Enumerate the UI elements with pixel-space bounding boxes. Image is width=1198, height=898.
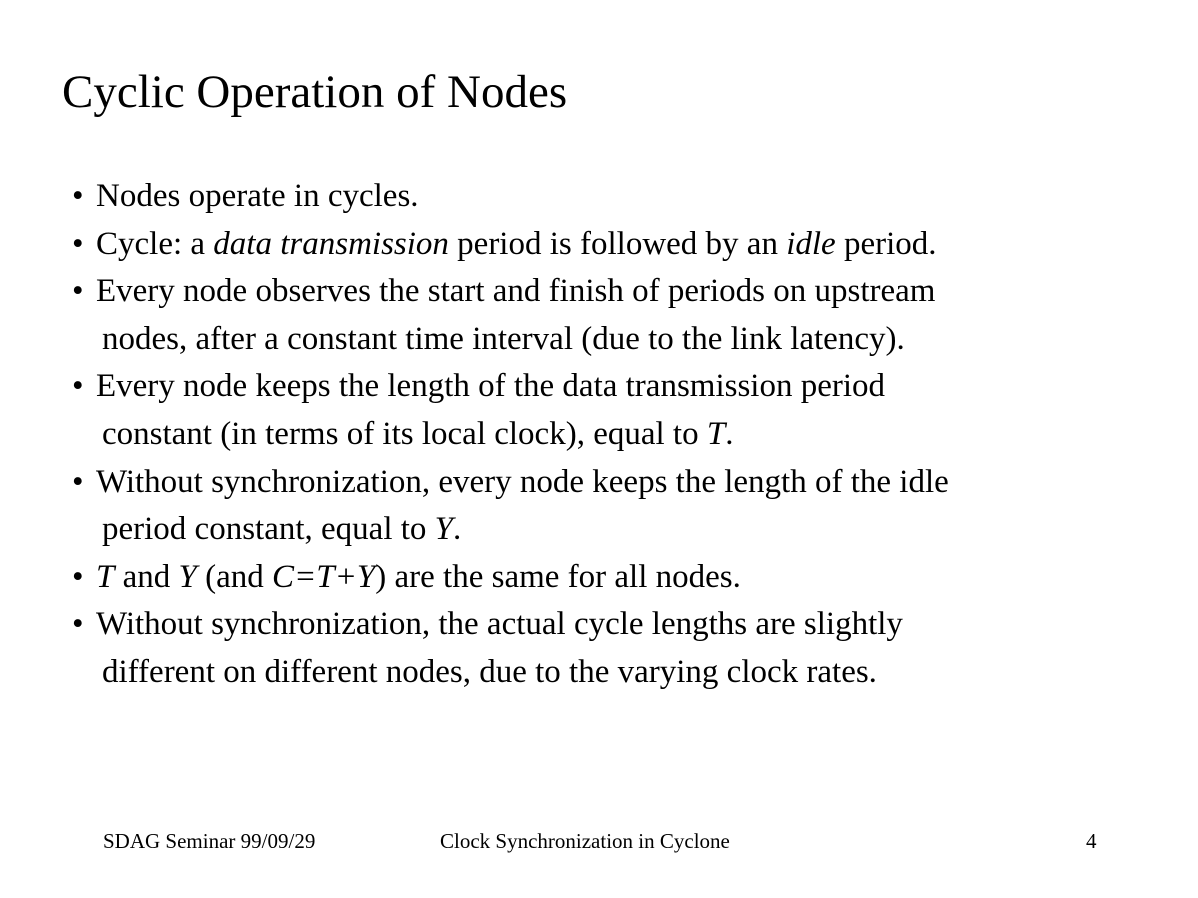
bullet-continuation: nodes, after a constant time interval (due to the link latency). bbox=[102, 320, 905, 357]
bullet-marker: • bbox=[72, 178, 84, 214]
bullet-item bbox=[72, 173, 1182, 221]
bullet-text: Nodes operate in cycles. bbox=[96, 178, 419, 214]
bullet-text: period constant, equal to bbox=[102, 511, 435, 548]
bullet-marker: • bbox=[72, 606, 84, 643]
bullet-marker: • bbox=[72, 368, 84, 405]
bullet-item bbox=[72, 268, 1182, 363]
emphasis-text: idle bbox=[786, 225, 836, 262]
bullet-list bbox=[72, 173, 1182, 697]
bullet-text: period is followed by an bbox=[448, 225, 787, 262]
bullet-text: Without synchronization, every node keeps the length of the idle bbox=[96, 463, 949, 500]
bullet-text: (and bbox=[196, 558, 273, 595]
bullet-text: Cycle: a bbox=[96, 225, 214, 262]
bullet-marker: • bbox=[72, 558, 84, 595]
bullet-marker: • bbox=[72, 273, 84, 310]
bullet-text: and bbox=[114, 558, 179, 595]
variable-text: T bbox=[96, 558, 115, 595]
bullet-text: Without synchronization, the actual cycle lengths are slightly bbox=[96, 606, 903, 643]
footer-left-text: SDAG Seminar 99/09/29 bbox=[103, 829, 316, 853]
variable-text: C=T+Y bbox=[272, 558, 376, 595]
bullet-continuation bbox=[102, 411, 1182, 459]
emphasis-text: data transmission bbox=[213, 225, 449, 262]
variable-text: Y bbox=[434, 511, 454, 548]
footer-center-text: Clock Synchronization in Cyclone bbox=[440, 829, 730, 853]
bullet-item bbox=[72, 554, 1182, 602]
bullet-item bbox=[72, 221, 1182, 269]
page-number: 4 bbox=[1086, 829, 1097, 853]
bullet-item bbox=[72, 363, 1182, 458]
bullet-text: period. bbox=[835, 225, 937, 262]
bullet-marker: • bbox=[72, 463, 84, 500]
bullet-continuation: different on different nodes, due to the varying clock rates. bbox=[102, 653, 877, 690]
bullet-text: . bbox=[725, 415, 734, 452]
variable-text: Y bbox=[178, 558, 197, 595]
bullet-text: constant (in terms of its local clock), equal to bbox=[102, 415, 707, 452]
bullet-item bbox=[72, 601, 1182, 696]
variable-text: T bbox=[706, 415, 726, 452]
bullet-text: . bbox=[453, 511, 462, 548]
slide-title: Cyclic Operation of Nodes bbox=[62, 66, 568, 118]
bullet-text: ) are the same for all nodes. bbox=[375, 558, 741, 595]
bullet-text: Every node keeps the length of the data transmission period bbox=[96, 368, 886, 405]
bullet-item bbox=[72, 459, 1182, 554]
bullet-text: Every node observes the start and finish of periods on upstream bbox=[96, 273, 936, 310]
bullet-marker: • bbox=[72, 225, 84, 262]
bullet-continuation bbox=[102, 506, 1182, 554]
